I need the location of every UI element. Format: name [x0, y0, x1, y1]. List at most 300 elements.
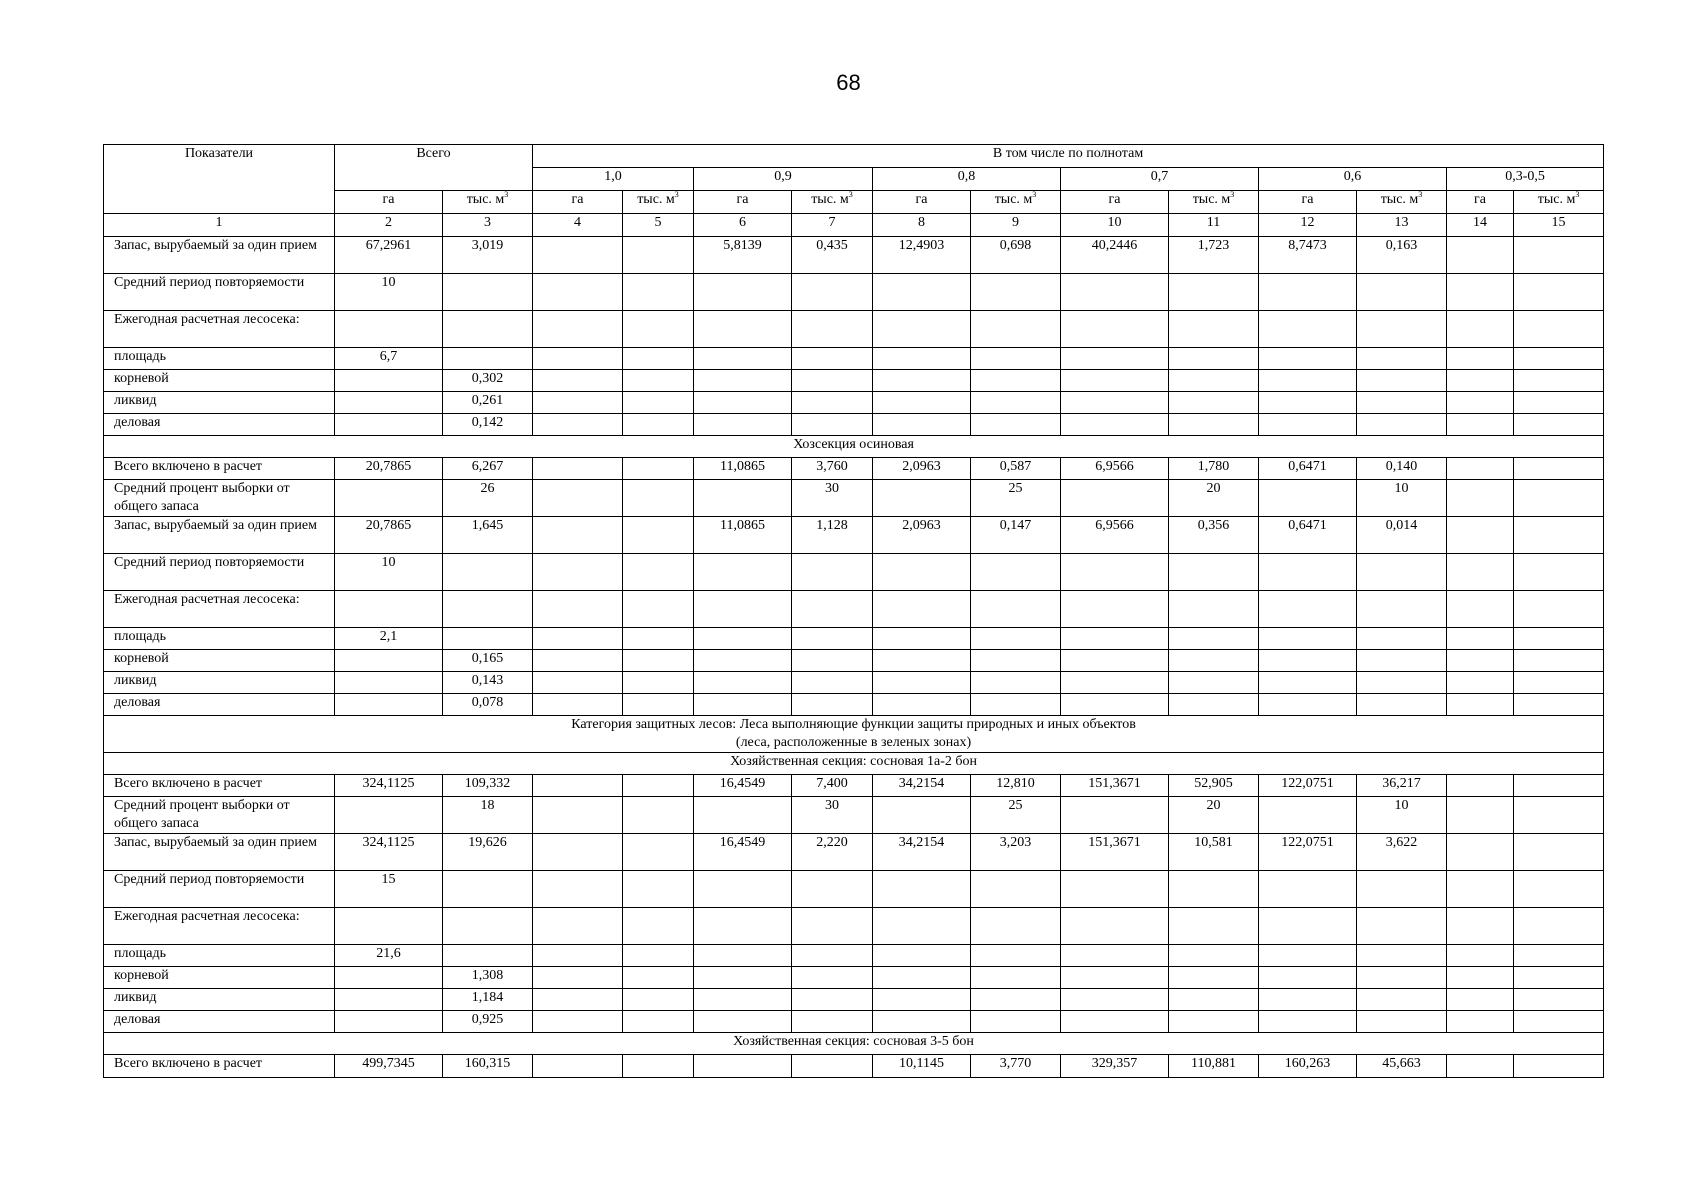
value-cell: 45,663: [1357, 1055, 1447, 1078]
value-cell: [443, 628, 533, 650]
value-cell: [533, 871, 623, 908]
value-cell: 30: [792, 797, 873, 834]
value-cell: [335, 908, 443, 945]
value-cell: [443, 871, 533, 908]
value-cell: [533, 775, 623, 797]
value-cell: 40,2446: [1061, 237, 1169, 274]
value-cell: [694, 274, 792, 311]
value-cell: [443, 908, 533, 945]
value-cell: [623, 908, 694, 945]
value-cell: [1514, 237, 1604, 274]
table-row: [104, 871, 1604, 908]
value-cell: [623, 237, 694, 274]
value-cell: 1,645: [443, 517, 533, 554]
value-cell: [1169, 967, 1259, 989]
value-cell: [1259, 871, 1357, 908]
value-cell: [1357, 392, 1447, 414]
column-number-cell: 6: [694, 214, 792, 237]
section-title-text: Категория защитных лесов: Леса выполняющие функции защиты природных и иных объектов: [571, 717, 1136, 732]
value-cell: [443, 591, 533, 628]
value-cell: 34,2154: [873, 775, 971, 797]
table-row: [104, 797, 1604, 834]
value-cell: [792, 274, 873, 311]
table-row: [104, 834, 1604, 871]
unit-ha-cell: га: [873, 191, 971, 214]
value-cell: [1514, 672, 1604, 694]
value-cell: [694, 554, 792, 591]
value-cell: [533, 1011, 623, 1033]
value-cell: [694, 311, 792, 348]
row-label: Средний период повторяемости: [104, 871, 335, 908]
value-cell: [533, 797, 623, 834]
value-cell: [533, 554, 623, 591]
value-cell: [1061, 554, 1169, 591]
value-cell: [1061, 989, 1169, 1011]
value-cell: [1357, 694, 1447, 716]
value-cell: [1447, 517, 1514, 554]
value-cell: [623, 834, 694, 871]
value-cell: [1169, 392, 1259, 414]
value-cell: [1169, 591, 1259, 628]
section-row: [104, 753, 1604, 775]
value-cell: [443, 554, 533, 591]
value-cell: 10: [335, 274, 443, 311]
value-cell: [1447, 908, 1514, 945]
value-cell: [1061, 628, 1169, 650]
value-cell: [1447, 414, 1514, 436]
forest-allowance-table: [103, 144, 1604, 1078]
value-cell: [1259, 480, 1357, 517]
value-cell: 1,308: [443, 967, 533, 989]
value-cell: 52,905: [1169, 775, 1259, 797]
row-label: Средний период повторяемости: [104, 554, 335, 591]
value-cell: 499,7345: [335, 1055, 443, 1078]
value-cell: 109,332: [443, 775, 533, 797]
value-cell: [623, 694, 694, 716]
value-cell: 21,6: [335, 945, 443, 967]
value-cell: [533, 274, 623, 311]
value-cell: [623, 274, 694, 311]
value-cell: [1514, 797, 1604, 834]
value-cell: [1061, 650, 1169, 672]
value-cell: [533, 967, 623, 989]
value-cell: 3,760: [792, 458, 873, 480]
value-cell: [533, 517, 623, 554]
value-cell: 67,2961: [335, 237, 443, 274]
value-cell: [1514, 1055, 1604, 1078]
row-label: ликвид: [104, 989, 335, 1011]
value-cell: 0,165: [443, 650, 533, 672]
value-cell: [971, 414, 1061, 436]
row-label: Всего включено в расчет: [104, 1055, 335, 1078]
value-cell: [335, 392, 443, 414]
header-density: 0,7: [1061, 168, 1259, 191]
value-cell: [1514, 311, 1604, 348]
value-cell: [1447, 650, 1514, 672]
value-cell: [792, 1055, 873, 1078]
value-cell: [873, 392, 971, 414]
row-label: деловая: [104, 1011, 335, 1033]
value-cell: [1357, 311, 1447, 348]
table-row: [104, 672, 1604, 694]
value-cell: [1169, 694, 1259, 716]
row-label: Запас, вырубаемый за один прием: [104, 834, 335, 871]
value-cell: [1514, 650, 1604, 672]
value-cell: [623, 370, 694, 392]
header-row-1: [104, 145, 1604, 168]
header-density: 0,8: [873, 168, 1061, 191]
value-cell: [694, 672, 792, 694]
value-cell: [533, 650, 623, 672]
value-cell: [792, 591, 873, 628]
unit-exponent: 3: [1032, 190, 1037, 199]
value-cell: [971, 945, 1061, 967]
table-row: [104, 370, 1604, 392]
value-cell: [1447, 237, 1514, 274]
value-cell: [792, 1011, 873, 1033]
value-cell: [873, 672, 971, 694]
section-title: [104, 436, 1604, 458]
value-cell: [792, 311, 873, 348]
value-cell: [1447, 628, 1514, 650]
unit-exponent: 3: [1575, 190, 1580, 199]
value-cell: [623, 989, 694, 1011]
column-number-cell: 1: [104, 214, 335, 237]
unit-exponent: 3: [674, 190, 679, 199]
value-cell: [1514, 775, 1604, 797]
value-cell: 7,400: [792, 775, 873, 797]
value-cell: [1169, 989, 1259, 1011]
value-cell: [335, 797, 443, 834]
value-cell: [335, 1011, 443, 1033]
value-cell: 0,142: [443, 414, 533, 436]
value-cell: [1514, 517, 1604, 554]
value-cell: [1169, 871, 1259, 908]
value-cell: [1447, 348, 1514, 370]
header-density: 0,3-0,5: [1447, 168, 1604, 191]
value-cell: [1447, 591, 1514, 628]
value-cell: 151,3671: [1061, 775, 1169, 797]
value-cell: [971, 967, 1061, 989]
value-cell: [1447, 672, 1514, 694]
unit-volume-text: тыс. м: [1192, 192, 1231, 207]
value-cell: [1169, 672, 1259, 694]
value-cell: [1259, 989, 1357, 1011]
value-cell: 1,184: [443, 989, 533, 1011]
unit-volume-text: тыс. м: [1537, 192, 1576, 207]
value-cell: [1514, 967, 1604, 989]
value-cell: [971, 1011, 1061, 1033]
row-label: площадь: [104, 628, 335, 650]
value-cell: [694, 480, 792, 517]
value-cell: 151,3671: [1061, 834, 1169, 871]
value-cell: [533, 458, 623, 480]
table-body: [104, 237, 1604, 1078]
unit-volume-cell: [623, 191, 694, 214]
value-cell: [694, 694, 792, 716]
value-cell: [1061, 311, 1169, 348]
value-cell: [1447, 274, 1514, 311]
value-cell: [1357, 672, 1447, 694]
value-cell: [1259, 967, 1357, 989]
section-row: [104, 436, 1604, 458]
value-cell: [1514, 348, 1604, 370]
value-cell: [1357, 348, 1447, 370]
value-cell: [873, 989, 971, 1011]
table-row: [104, 967, 1604, 989]
value-cell: [1447, 458, 1514, 480]
table-row: [104, 392, 1604, 414]
column-number-cell: 2: [335, 214, 443, 237]
value-cell: [335, 311, 443, 348]
value-cell: [335, 694, 443, 716]
table-row: [104, 414, 1604, 436]
value-cell: [1514, 370, 1604, 392]
value-cell: [873, 554, 971, 591]
value-cell: [792, 989, 873, 1011]
value-cell: [533, 591, 623, 628]
section-title-text: Хозяйственная секция: сосновая 1а-2 бон: [730, 754, 978, 769]
value-cell: [873, 1011, 971, 1033]
unit-exponent: 3: [848, 190, 853, 199]
value-cell: [1169, 628, 1259, 650]
value-cell: [335, 650, 443, 672]
table-row: [104, 989, 1604, 1011]
value-cell: [1061, 348, 1169, 370]
value-cell: [1061, 392, 1169, 414]
value-cell: [1061, 414, 1169, 436]
value-cell: 160,263: [1259, 1055, 1357, 1078]
value-cell: [623, 458, 694, 480]
value-cell: [694, 797, 792, 834]
table-row: [104, 628, 1604, 650]
value-cell: [1447, 1055, 1514, 1078]
value-cell: 0,356: [1169, 517, 1259, 554]
value-cell: 324,1125: [335, 775, 443, 797]
value-cell: [971, 274, 1061, 311]
value-cell: 34,2154: [873, 834, 971, 871]
value-cell: [694, 871, 792, 908]
value-cell: [1514, 694, 1604, 716]
column-number-cell: 8: [873, 214, 971, 237]
value-cell: [533, 311, 623, 348]
unit-volume-cell: [971, 191, 1061, 214]
header-density: 0,9: [694, 168, 873, 191]
row-label: корневой: [104, 967, 335, 989]
value-cell: 1,128: [792, 517, 873, 554]
value-cell: 3,622: [1357, 834, 1447, 871]
value-cell: [1357, 628, 1447, 650]
value-cell: [792, 672, 873, 694]
value-cell: 0,014: [1357, 517, 1447, 554]
value-cell: [335, 967, 443, 989]
value-cell: 16,4549: [694, 834, 792, 871]
value-cell: [533, 414, 623, 436]
value-cell: [1259, 348, 1357, 370]
unit-ha-cell: га: [1447, 191, 1514, 214]
value-cell: [1259, 311, 1357, 348]
value-cell: [533, 672, 623, 694]
value-cell: [971, 672, 1061, 694]
value-cell: 0,6471: [1259, 517, 1357, 554]
table-row: [104, 908, 1604, 945]
value-cell: 6,9566: [1061, 517, 1169, 554]
value-cell: [873, 908, 971, 945]
value-cell: 324,1125: [335, 834, 443, 871]
value-cell: [1061, 871, 1169, 908]
value-cell: [792, 945, 873, 967]
value-cell: 6,7: [335, 348, 443, 370]
unit-exponent: 3: [1418, 190, 1423, 199]
value-cell: [1447, 834, 1514, 871]
row-label: Ежегодная расчетная лесосека:: [104, 908, 335, 945]
value-cell: 0,6471: [1259, 458, 1357, 480]
value-cell: [1357, 871, 1447, 908]
value-cell: [873, 871, 971, 908]
value-cell: [792, 348, 873, 370]
value-cell: [1447, 554, 1514, 591]
value-cell: [623, 797, 694, 834]
value-cell: [1447, 945, 1514, 967]
value-cell: [623, 517, 694, 554]
value-cell: [1169, 414, 1259, 436]
value-cell: [694, 628, 792, 650]
value-cell: [971, 370, 1061, 392]
value-cell: [1514, 458, 1604, 480]
value-cell: [623, 650, 694, 672]
value-cell: [1357, 370, 1447, 392]
value-cell: 30: [792, 480, 873, 517]
section-title-text: Хозсекция осиновая: [793, 437, 914, 452]
value-cell: 20: [1169, 480, 1259, 517]
value-cell: [335, 989, 443, 1011]
value-cell: 10: [335, 554, 443, 591]
value-cell: [623, 1011, 694, 1033]
value-cell: [1169, 945, 1259, 967]
value-cell: [1259, 274, 1357, 311]
value-cell: [873, 311, 971, 348]
value-cell: 15: [335, 871, 443, 908]
value-cell: 3,203: [971, 834, 1061, 871]
section-title: [104, 753, 1604, 775]
value-cell: [1259, 554, 1357, 591]
value-cell: 0,143: [443, 672, 533, 694]
value-cell: [443, 311, 533, 348]
page-number: 68: [836, 70, 861, 95]
row-label: Средний процент выборки от общего запаса: [104, 480, 335, 517]
value-cell: 25: [971, 797, 1061, 834]
unit-ha-cell: га: [694, 191, 792, 214]
value-cell: [1357, 414, 1447, 436]
column-number-cell: 5: [623, 214, 694, 237]
column-number-cell: 12: [1259, 214, 1357, 237]
value-cell: [1169, 1011, 1259, 1033]
value-cell: [533, 989, 623, 1011]
row-label: площадь: [104, 348, 335, 370]
value-cell: [971, 989, 1061, 1011]
header-total: Всего: [335, 145, 533, 191]
value-cell: [1514, 945, 1604, 967]
value-cell: [971, 908, 1061, 945]
value-cell: 5,8139: [694, 237, 792, 274]
header-density: 1,0: [533, 168, 694, 191]
row-label: Всего включено в расчет: [104, 458, 335, 480]
table-row: [104, 517, 1604, 554]
table-row: [104, 1055, 1604, 1078]
value-cell: [1259, 945, 1357, 967]
value-cell: 122,0751: [1259, 834, 1357, 871]
unit-volume-cell: [443, 191, 533, 214]
value-cell: [792, 908, 873, 945]
value-cell: [792, 967, 873, 989]
unit-volume-cell: [792, 191, 873, 214]
value-cell: 0,261: [443, 392, 533, 414]
value-cell: [623, 1055, 694, 1078]
value-cell: 16,4549: [694, 775, 792, 797]
value-cell: [1447, 967, 1514, 989]
value-cell: [1259, 797, 1357, 834]
value-cell: [694, 1011, 792, 1033]
section-title: [104, 716, 1604, 753]
column-number-cell: 14: [1447, 214, 1514, 237]
header-density: 0,6: [1259, 168, 1447, 191]
value-cell: [1357, 945, 1447, 967]
value-cell: [1259, 392, 1357, 414]
value-cell: [533, 392, 623, 414]
unit-volume-cell: [1357, 191, 1447, 214]
value-cell: [1169, 908, 1259, 945]
value-cell: [792, 871, 873, 908]
value-cell: [533, 628, 623, 650]
unit-volume-cell: [1169, 191, 1259, 214]
value-cell: 6,9566: [1061, 458, 1169, 480]
table-row: [104, 237, 1604, 274]
value-cell: [873, 274, 971, 311]
row-label: корневой: [104, 650, 335, 672]
value-cell: [694, 650, 792, 672]
value-cell: [1259, 1011, 1357, 1033]
value-cell: [971, 694, 1061, 716]
value-cell: [1447, 480, 1514, 517]
column-number-cell: 15: [1514, 214, 1604, 237]
value-cell: [792, 650, 873, 672]
value-cell: [792, 694, 873, 716]
unit-volume-text: тыс. м: [811, 192, 849, 207]
value-cell: 0,163: [1357, 237, 1447, 274]
value-cell: [1061, 797, 1169, 834]
value-cell: [1259, 414, 1357, 436]
value-cell: [1061, 274, 1169, 311]
value-cell: [1061, 908, 1169, 945]
value-cell: [1357, 908, 1447, 945]
row-label: Запас, вырубаемый за один прием: [104, 517, 335, 554]
value-cell: [335, 672, 443, 694]
value-cell: 20,7865: [335, 458, 443, 480]
value-cell: [873, 348, 971, 370]
unit-volume-text: тыс. м: [637, 192, 675, 207]
value-cell: [971, 591, 1061, 628]
value-cell: [1357, 967, 1447, 989]
value-cell: 18: [443, 797, 533, 834]
value-cell: [873, 591, 971, 628]
value-cell: 1,780: [1169, 458, 1259, 480]
value-cell: 2,0963: [873, 517, 971, 554]
value-cell: [533, 694, 623, 716]
section-row: [104, 1033, 1604, 1055]
value-cell: [792, 554, 873, 591]
row-label: Средний период повторяемости: [104, 274, 335, 311]
table-row: [104, 694, 1604, 716]
